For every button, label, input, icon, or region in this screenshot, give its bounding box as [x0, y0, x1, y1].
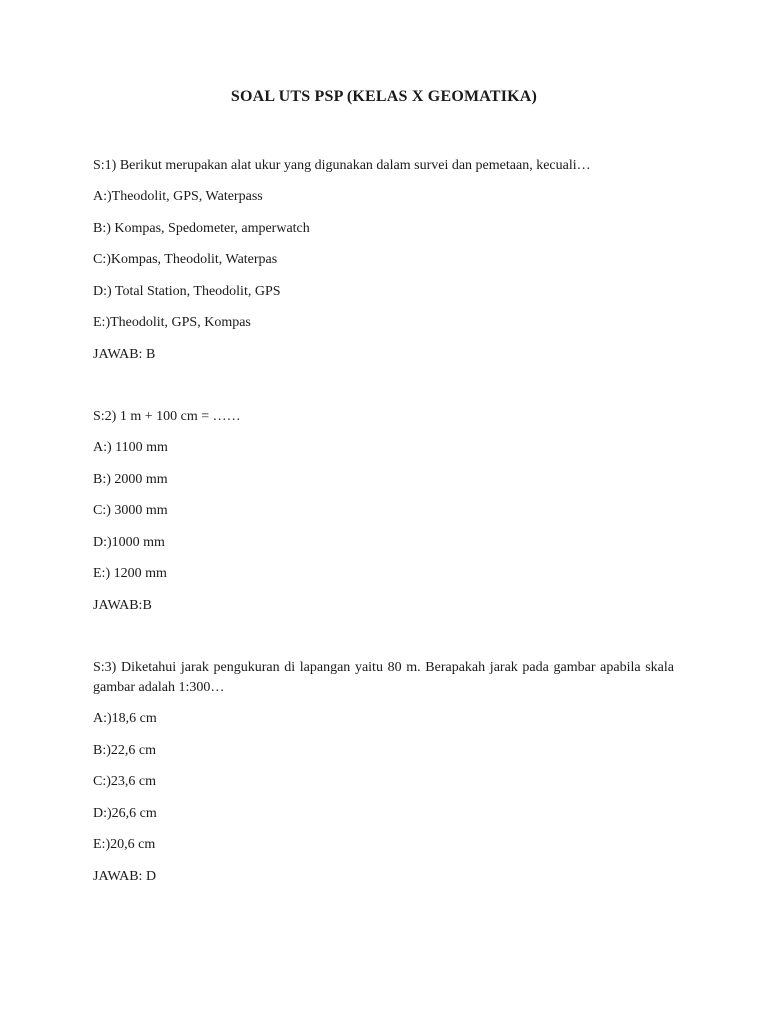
question-1-option-a: A:)Theodolit, GPS, Waterpass: [93, 189, 263, 204]
question-2-answer: JAWAB:B: [93, 598, 152, 613]
question-3-option-a: A:)18,6 cm: [93, 711, 157, 726]
question-3-option-b: B:)22,6 cm: [93, 743, 156, 758]
question-3-option-e: E:)20,6 cm: [93, 837, 156, 852]
question-3-text: S:3) Diketahui jarak pengukuran di lapangan yaitu 80 m. Berapakah jarak pada gambar apabila skala gambar adalah 1:300…: [93, 660, 674, 695]
question-2-option-c: C:) 3000 mm: [93, 503, 168, 518]
question-3-option-c: C:)23,6 cm: [93, 774, 156, 789]
document-title: SOAL UTS PSP (KELAS X GEOMATIKA): [230, 88, 538, 105]
question-1-option-c: C:)Kompas, Theodolit, Waterpas: [93, 252, 278, 267]
question-2-option-b: B:) 2000 mm: [93, 472, 168, 487]
question-2-text: S:2) 1 m + 100 cm = ……: [93, 409, 241, 424]
question-1-option-b: B:) Kompas, Spedometer, amperwatch: [93, 221, 310, 236]
question-2-option-a: A:) 1100 mm: [93, 440, 168, 455]
question-3-answer: JAWAB: D: [93, 869, 157, 884]
question-1-answer: JAWAB: B: [93, 347, 156, 362]
question-2-option-e: E:) 1200 mm: [93, 566, 167, 581]
question-1-option-e: E:)Theodolit, GPS, Kompas: [93, 315, 251, 330]
question-1-text: S:1) Berikut merupakan alat ukur yang digunakan dalam survei dan pemetaan, kecuali…: [93, 158, 591, 173]
question-3-option-d: D:)26,6 cm: [93, 806, 157, 821]
question-2-option-d: D:)1000 mm: [93, 535, 165, 550]
question-1-option-d: D:) Total Station, Theodolit, GPS: [93, 284, 281, 299]
